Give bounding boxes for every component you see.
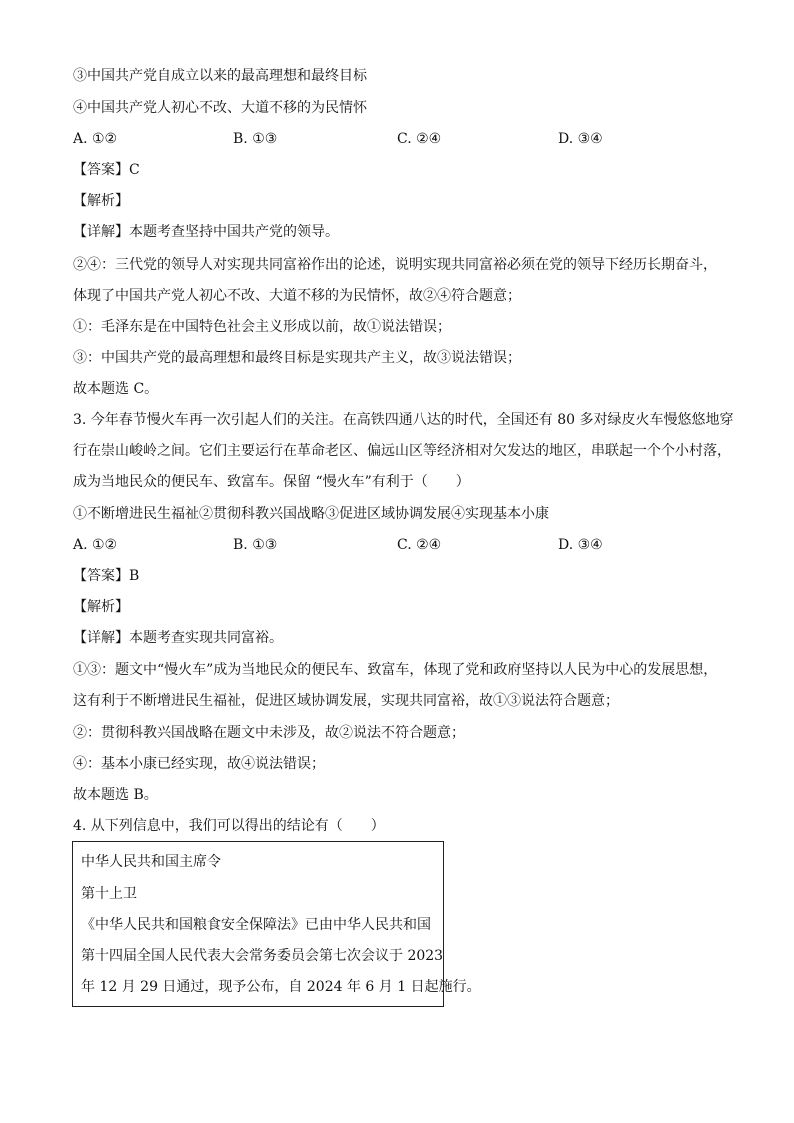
- q2-answer: 【答案】C: [73, 162, 140, 178]
- q2-explanation-2: ①：毛泽东是在中国特色社会主义形成以前，故①说法错误；: [73, 319, 451, 335]
- q3-options: [73, 535, 733, 555]
- q3-option-d: D. ③④: [558, 537, 603, 553]
- q2-conclusion: 故本题选 C。: [73, 381, 159, 397]
- q3-stem-line-3: 成为当地民众的便民车、致富车。保留 “慢火车”有利于（ ）: [73, 474, 470, 490]
- q2-option-d: D. ③④: [558, 131, 603, 147]
- q3-answer: 【答案】B: [73, 568, 140, 584]
- decree-number: 第十上卫: [81, 886, 137, 902]
- presidential-decree-box: [72, 841, 481, 1007]
- q3-option-a: A. ①②: [73, 537, 118, 553]
- decree-text-line-1: 《中华人民共和国粮食安全保障法》已由中华人民共和国: [81, 917, 431, 933]
- q3-stem-line-1: 3. 今年春节慢火车再一次引起人们的关注。在高铁四通八达的时代，全国还有 80 多对绿皮火车慢悠悠地穿: [73, 412, 734, 428]
- q3-analysis-heading: 【解析】: [73, 599, 129, 615]
- q3-explanation-2: ②：贯彻科教兴国战略在题文中未涉及，故②说法不符合题意；: [73, 725, 465, 741]
- q3-conclusion: 故本题选 B。: [73, 787, 158, 803]
- decree-text-line-2: 第十四届全国人民代表大会常务委员会第七次会议于 2023: [81, 948, 444, 964]
- q2-options: [73, 129, 733, 149]
- q2-option-a: A. ①②: [73, 131, 118, 147]
- q2-option-b: B. ①③: [233, 131, 278, 147]
- q3-stem-line-2: 行在崇山峻岭之间。它们主要运行在革命老区、偏远山区等经济相对欠发达的地区，串联起一个个小村落，: [73, 443, 731, 459]
- q2-option-c: C. ②④: [397, 131, 442, 147]
- q3-explanation-1a: ①③：题文中“慢火车”成为当地民众的便民车、致富车，体现了党和政府坚持以人民为中心的发展思想，: [73, 662, 718, 678]
- q2-statement-3: ③中国共产党自成立以来的最高理想和最终目标: [73, 68, 367, 84]
- q2-explanation-1b: 体现了中国共产党人初心不改、大道不移的为民情怀，故②④符合题意；: [73, 288, 521, 304]
- q2-explanation-1a: ②④：三代党的领导人对实现共同富裕作出的论述，说明实现共同富裕必须在党的领导下经历长期奋斗，: [73, 257, 717, 273]
- q2-detail: 【详解】本题考查坚持中国共产党的领导。: [73, 224, 339, 240]
- q3-option-c: C. ②④: [397, 537, 442, 553]
- q4-stem: 4. 从下列信息中，我们可以得出的结论有（ ）: [73, 818, 385, 834]
- decree-title: 中华人民共和国主席令: [81, 854, 221, 870]
- q2-explanation-3: ③：中国共产党的最高理想和最终目标是实现共产主义，故③说法错误；: [73, 350, 521, 366]
- q3-option-b: B. ①③: [233, 537, 278, 553]
- q3-explanation-3: ④：基本小康已经实现，故④说法错误；: [73, 756, 325, 772]
- q2-statement-4: ④中国共产党人初心不改、大道不移的为民情怀: [73, 100, 367, 116]
- q2-analysis-heading: 【解析】: [73, 193, 129, 209]
- q3-detail: 【详解】本题考查实现共同富裕。: [73, 630, 283, 646]
- q3-choices: ①不断增进民生福祉②贯彻科教兴国战略③促进区域协调发展④实现基本小康: [73, 506, 549, 522]
- decree-text-line-3: 年 12 月 29 日通过，现予公布，自 2024 年 6 月 1 日起施行。: [81, 979, 481, 995]
- q3-explanation-1b: 这有利于不断增进民生福祉，促进区域协调发展，实现共同富裕，故①③说法符合题意；: [73, 693, 619, 709]
